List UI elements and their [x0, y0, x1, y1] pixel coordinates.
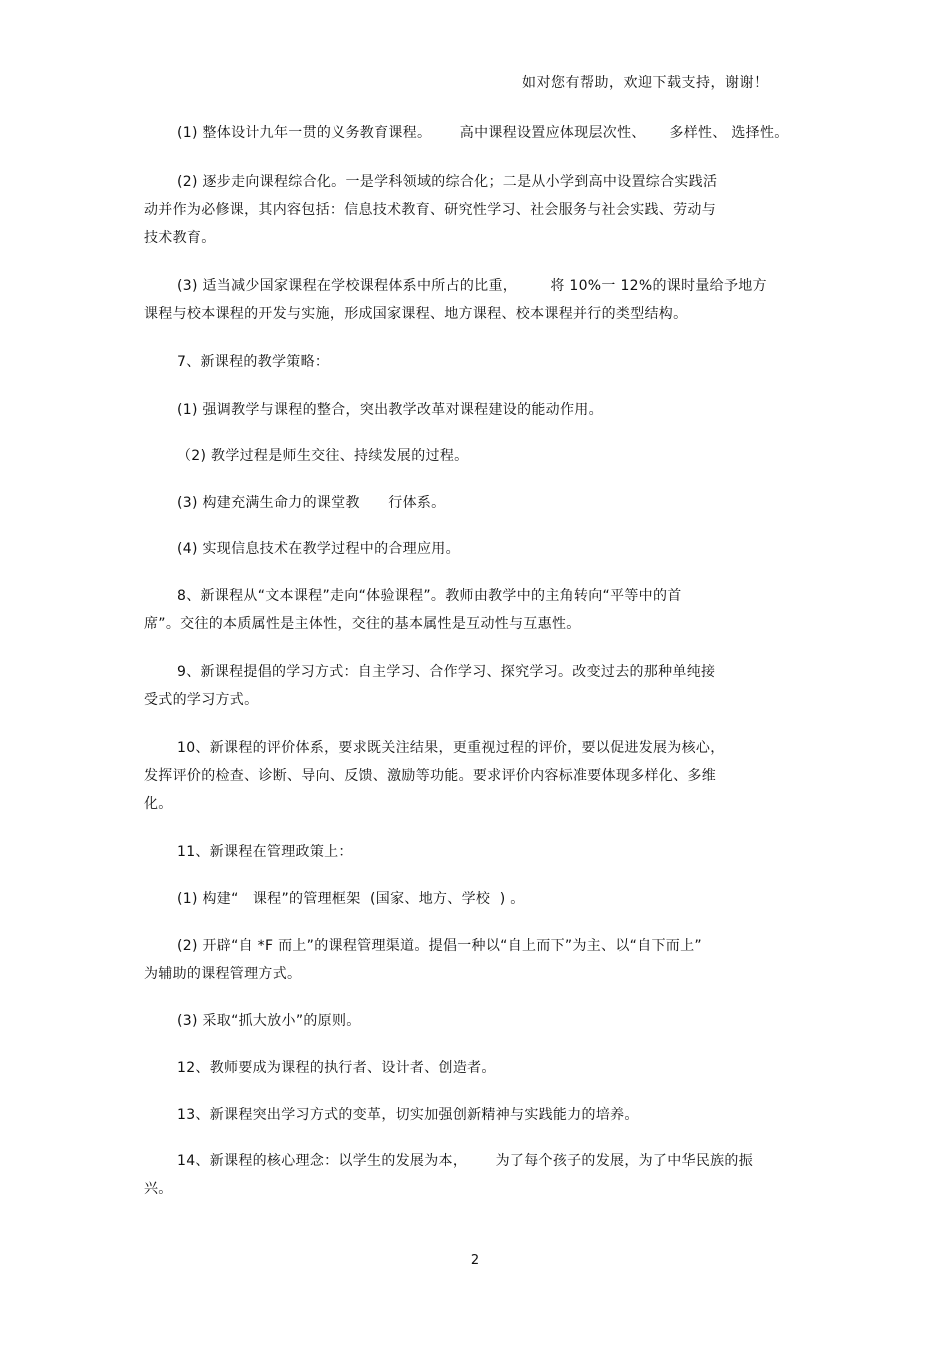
header-note: 如对您有帮助，欢迎下载支持，谢谢！	[522, 75, 769, 91]
text-line: 14、新课程的核心理念：以学生的发展为本， 为了每个孩子的发展，为了中华民族的振	[177, 1153, 754, 1169]
text-line: (1) 整体设计九年一贯的义务教育课程。 高中课程设置应体现层次性、 多样性、 选择性。	[177, 125, 789, 141]
text-line: 9、新课程提倡的学习方式：自主学习、合作学习、探究学习。改变过去的那种单纯接	[177, 664, 716, 680]
text-line: 12、教师要成为课程的执行者、设计者、创造者。	[177, 1060, 496, 1076]
text-line: (2) 开辟“自 *F 而上”的课程管理渠道。提倡一种以“自上而下”为主、以“自下而上”	[177, 938, 702, 954]
text-line: 8、新课程从“文本课程”走向“体验课程”。教师由教学中的主角转向“平等中的首	[177, 588, 682, 604]
text-line: (3) 采取“抓大放小”的原则。	[177, 1013, 361, 1029]
text-line: 10、新课程的评价体系，要求既关注结果，更重视过程的评价，要以促进发展为核心，	[177, 740, 725, 756]
text-line: 课程与校本课程的开发与实施，形成国家课程、地方课程、校本课程并行的类型结构。	[144, 306, 688, 322]
text-line: (3) 适当减少国家课程在学校课程体系中所占的比重， 将 10%一 12%的课时量给予地方	[177, 278, 767, 294]
text-line: (4) 实现信息技术在教学过程中的合理应用。	[177, 541, 460, 557]
text-line: (1) 构建“ 课程”的管理框架 (国家、地方、学校 ) 。	[177, 891, 525, 907]
text-line: (1) 强调教学与课程的整合，突出教学改革对课程建设的能动作用。	[177, 402, 603, 418]
section-heading: 11、新课程在管理政策上：	[177, 844, 353, 860]
text-line: 为辅助的课程管理方式。	[144, 966, 302, 982]
text-line: 技术教育。	[144, 230, 216, 246]
text-line: 席”。交往的本质属性是主体性，交往的基本属性是互动性与互惠性。	[144, 616, 581, 632]
text-line: 化。	[144, 796, 173, 812]
text-line: 受式的学习方式。	[144, 692, 259, 708]
section-heading: 7、新课程的教学策略：	[177, 354, 330, 370]
text-line: （2) 教学过程是师生交往、持续发展的过程。	[177, 448, 469, 464]
text-line: 13、新课程突出学习方式的变革，切实加强创新精神与实践能力的培养。	[177, 1107, 639, 1123]
text-line: (2) 逐步走向课程综合化。一是学科领域的综合化；二是从小学到高中设置综合实践活	[177, 174, 718, 190]
text-line: 动并作为必修课，其内容包括：信息技术教育、研究性学习、社会服务与社会实践、劳动与	[144, 202, 716, 218]
text-line: 兴。	[144, 1181, 173, 1197]
text-line: (3) 构建充满生命力的课堂教 行体系。	[177, 495, 446, 511]
page-number: 2	[470, 1253, 480, 1268]
text-line: 发挥评价的检查、诊断、导向、反馈、激励等功能。要求评价内容标准要体现多样化、多维	[144, 768, 716, 784]
